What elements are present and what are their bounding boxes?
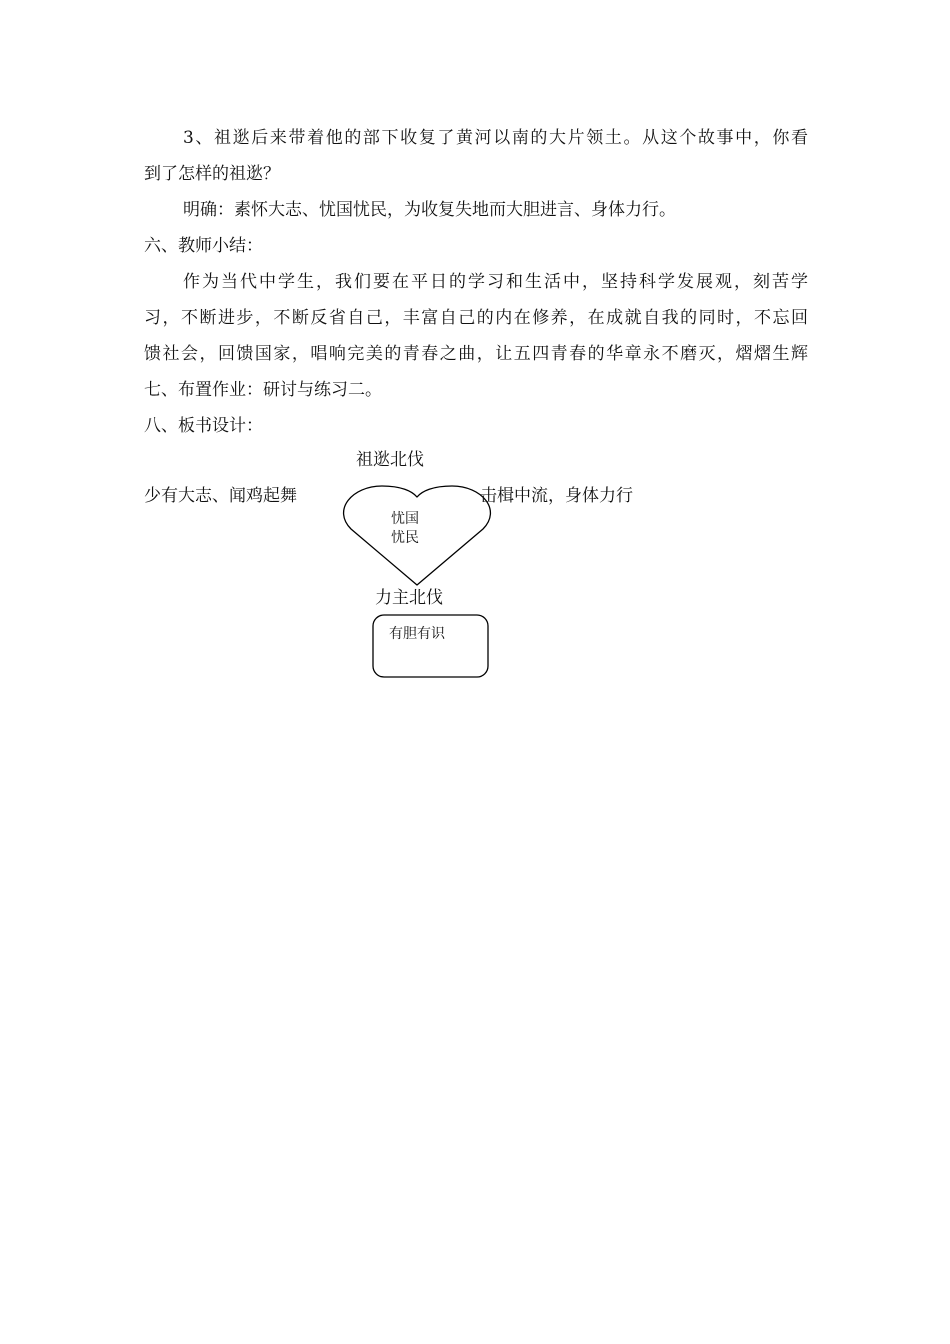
paragraph-line: 到了怎样的祖逖？ <box>144 164 280 184</box>
board-left-label: 少有大志、闻鸡起舞 <box>144 486 297 506</box>
heart-label-line2: 忧民 <box>391 530 419 546</box>
section-heading: 六、教师小结： <box>144 236 263 256</box>
heart-label-line1: 忧国 <box>391 511 419 527</box>
paragraph-line: 作为当代中学生，我们要在平日的学习和生活中，坚持科学发展观，刻苦学 <box>183 272 808 292</box>
section-heading: 七、布置作业：研讨与练习二。 <box>144 380 382 400</box>
paragraph-line: 馈社会，回馈国家，唱响完美的青春之曲，让五四青春的华章永不磨灭，熠熠生辉 <box>144 344 808 364</box>
paragraph-line: 3、祖逖后来带着他的部下收复了黄河以南的大片领土。从这个故事中，你看 <box>183 128 808 148</box>
board-title: 祖逖北伐 <box>356 450 424 470</box>
paragraph-line: 习，不断进步，不断反省自己，丰富自己的内在修养，在成就自我的同时，不忘回 <box>144 308 808 328</box>
paragraph-line: 明确：素怀大志、忧国忧民，为收复失地而大胆进言、身体力行。 <box>183 200 676 220</box>
box-label: 有胆有识 <box>389 626 445 642</box>
board-bottom-label: 力主北伐 <box>375 588 443 608</box>
section-heading: 八、板书设计： <box>144 416 263 436</box>
board-right-label: 击楫中流，身体力行 <box>480 486 633 506</box>
